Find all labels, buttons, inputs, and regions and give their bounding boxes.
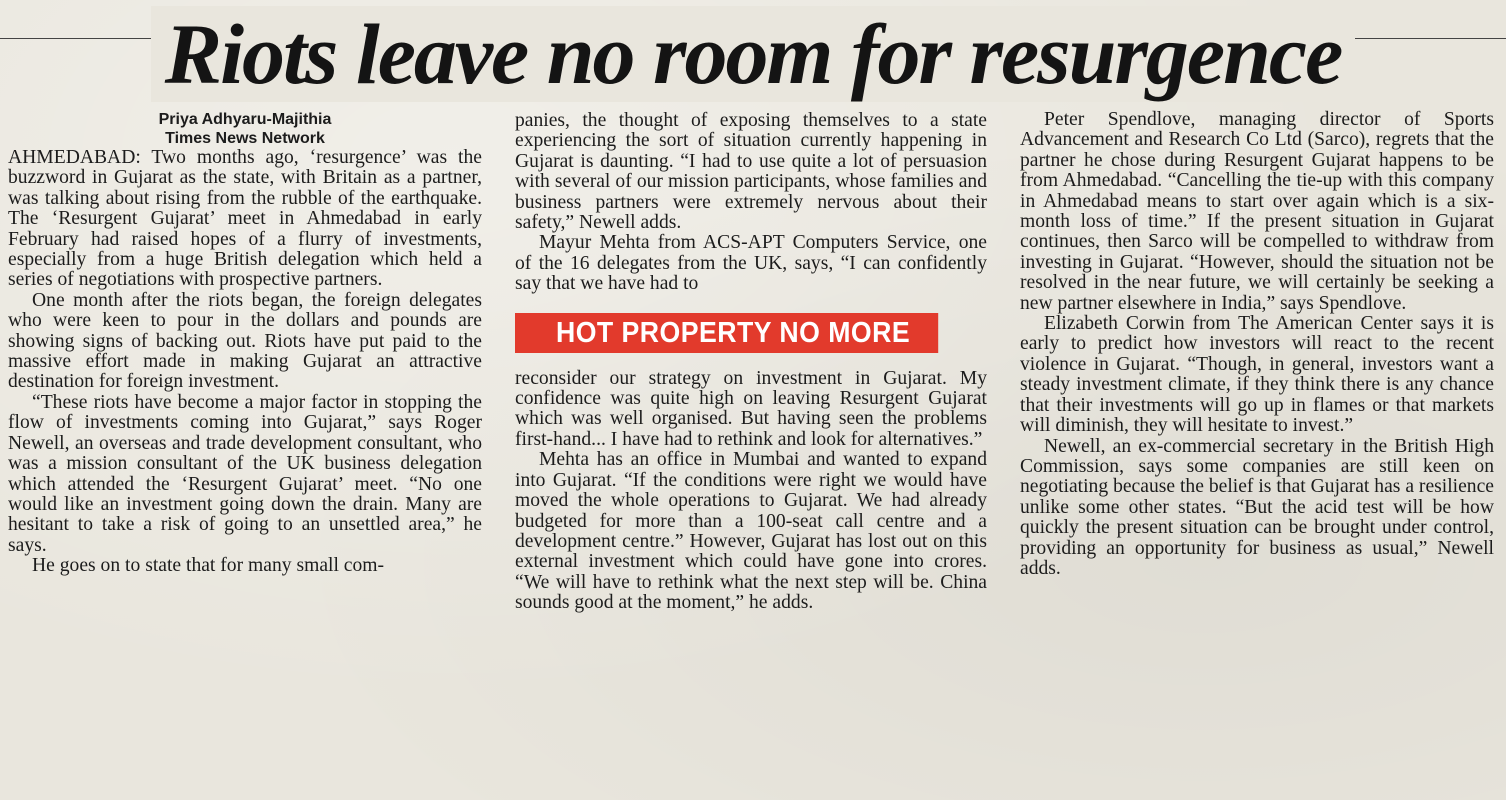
paragraph-text: Two months ago, ‘resurgence’ was the buzzword in Gujarat as the state, with Britain as a partner, was talking about rising from the rubble of the earthquake. The ‘Resurgent Gujarat’ meet in Ahmedabad in early February had raised hopes of a flurry of investments, especially from a huge British delegation which held a series of negotiations with prospective partners. [8, 147, 482, 291]
paragraph: Mayur Mehta from ACS-APT Computers Service, one of the 16 delegates from the UK, says, “I can confidently say that we have had to [515, 232, 987, 295]
paragraph: “These riots have become a major factor in stopping the flow of investments coming into Gujarat,” says Roger Newell, an overseas and trade development consultant, who was a mission consultant of the UK business delegation which attended the ‘Resurgent Gujarat’ meet. “No one would like an investment going down the drain. Many are hesitant to take a risk of going to an unsettled area,” he says. [8, 391, 482, 556]
paragraph: Mehta has an office in Mumbai and wanted to expand into Gujarat. “If the conditions were right we would have moved the whole operations to Gujarat. We had already budgeted for more than a 100-seat call centre and a development centre.” However, Gujarat has lost out on this external investment which could have gone into crores. “We will have to rethink what the next step will be. China sounds good at the moment,” he adds. [515, 449, 987, 614]
byline [8, 110, 482, 148]
paragraph: He goes on to state that for many small com- [32, 555, 385, 577]
paragraph: Elizabeth Corwin from The American Center says it is early to predict how investors will react to the recent violence in Gujarat. “Though, in general, investors want a steady investment climate, if they think there is any chance that their investments will go up in flames or that markets will diminish, they will hesitate to invest.” [1020, 313, 1494, 437]
headline [0, 0, 1506, 108]
article-column-2 [515, 111, 987, 614]
paragraph: Peter Spendlove, managing director of Sports Advancement and Research Co Ltd (Sarco), regrets that the partner he chose during Resurgent Gujarat happens to be from Ahmedabad. “Cancelling the tie-up with this company in Ahmedabad means to start over again which is a six-month loss of time.” If the present situation in Gujarat continues, then Sarco will be compelled to withdraw from investing in Gujarat. “However, should the situation not be resolved in the near future, we will certainly be seeking a new partner elsewhere in India,” says Spendlove. [1020, 109, 1494, 314]
paragraph: reconsider our strategy on investment in Gujarat. My confidence was quite high on leaving Resurgent Gujarat which was well organised. But having seen the problems first-hand... I have had to rethink and look for alternatives.” [515, 367, 987, 450]
byline-author: Priya Adhyaru-Majithia [158, 111, 332, 128]
paragraph: One month after the riots began, the foreign delegates who were keen to pour in the dollars and pounds are showing signs of backing out. Riots have put paid to the massive effort made in making Gujarat an attractive destination for foreign investment. [8, 289, 482, 393]
subhead-banner: HOT PROPERTY NO MORE [515, 313, 938, 353]
headline-text: Riots leave no room for resurgence [151, 6, 1356, 102]
byline-agency: Times News Network [165, 130, 325, 147]
article-column-1 [8, 110, 482, 577]
paragraph: Newell, an ex-commercial secretary in the British High Commission, says some companies are still keen on negotiating because the belief is that Gujarat has a resilience unlike some other states. “But the acid test will be how quickly the present situation can be brought under control, providing an opportunity for business as usual,” Newell adds. [1020, 435, 1494, 579]
article-column-3 [1020, 110, 1494, 579]
paragraph: panies, the thought of exposing themselves to a state experiencing the sort of situation currently happening in Gujarat is daunting. “I had to use quite a lot of persuasion with several of our mission participants, whose families and business partners were extremely nervous about their safety,” Newell adds. [515, 110, 987, 234]
dateline: AHMEDABAD: [8, 147, 141, 168]
paragraph [8, 148, 482, 291]
